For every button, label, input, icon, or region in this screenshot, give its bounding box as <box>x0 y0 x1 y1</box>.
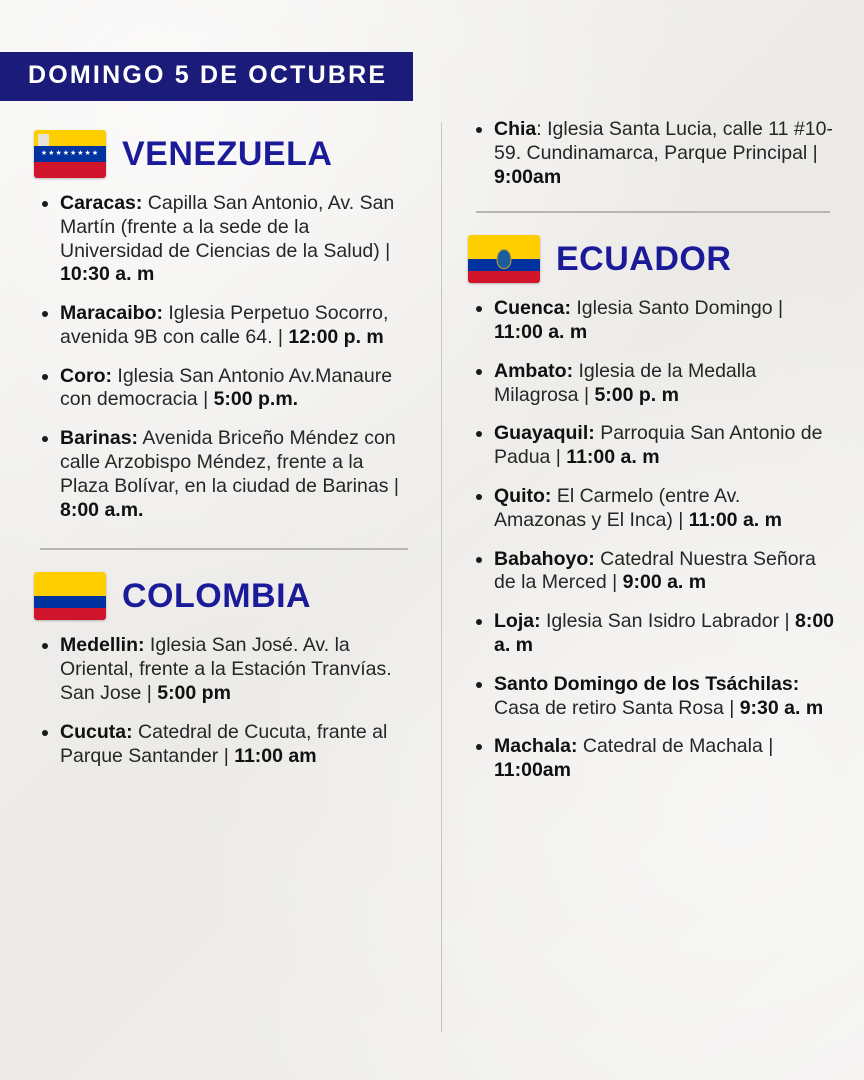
list-item <box>468 610 834 658</box>
country-name-colombia: COLOMBIA <box>122 577 312 616</box>
entry-detail: Iglesia de la Medalla Milagrosa | <box>494 359 757 406</box>
city-label: Coro: <box>60 364 112 387</box>
list-item <box>468 485 834 533</box>
country-header-colombia <box>34 572 414 620</box>
entry-list-colombia-continued <box>468 118 834 189</box>
entry-detail: : Iglesia Santa Lucia, calle 11 #10-59. Cundinamarca, Parque Principal | <box>494 118 833 164</box>
city-label: Cuenca: <box>494 297 571 320</box>
list-item <box>34 365 414 413</box>
entry-detail: Catedral de Machala | <box>577 735 774 758</box>
entry-time: 9:00am <box>494 165 562 188</box>
city-label: Chia <box>494 118 537 140</box>
list-item <box>34 192 414 287</box>
city-label: Cucuta: <box>60 720 133 743</box>
list-item <box>34 427 414 522</box>
entry-detail: Casa de retiro Santa Rosa | <box>494 696 740 719</box>
entry-time: 8:00 a. m <box>494 610 835 656</box>
entry-time: 9:00 a. m <box>622 571 707 594</box>
entry-time: 5:00 p. m <box>594 383 679 406</box>
entry-time: 5:00 p.m. <box>213 388 299 411</box>
entry-time: 9:30 a. m <box>739 696 824 719</box>
entry-time: 11:00 am <box>234 744 317 767</box>
city-label: Caracas: <box>60 192 143 214</box>
section-divider <box>40 548 408 550</box>
list-item <box>34 634 414 705</box>
entry-detail: El Carmelo (entre Av. Amazonas y El Inca) | <box>494 485 741 531</box>
country-name-ecuador: ECUADOR <box>556 240 732 279</box>
entry-detail: Capilla San Antonio, Av. San Martín (frente a la sede de la Universidad de Ciencias de la Salud) | <box>60 192 395 262</box>
content-columns <box>0 108 864 798</box>
entry-detail: Iglesia San Antonio Av.Manaure con democracia | <box>60 364 393 411</box>
entry-detail: Iglesia Perpetuo Socorro, avenida 9B con calle 64. | <box>60 302 389 348</box>
entry-detail: Iglesia San José. Av. la Oriental, frente a la Estación Tranvías. San Jose | <box>60 634 392 704</box>
entry-detail: Iglesia San Isidro Labrador | <box>540 610 795 633</box>
entry-time: 8:00 a.m. <box>60 498 144 521</box>
list-item <box>34 302 414 350</box>
city-label: Machala: <box>494 735 578 758</box>
list-item <box>468 422 834 470</box>
right-column <box>432 108 864 798</box>
entry-time: 11:00 a. m <box>494 321 588 344</box>
city-label: Guayaquil: <box>494 422 595 445</box>
entry-list-ecuador <box>468 297 834 783</box>
city-label: Quito: <box>494 485 552 508</box>
colombia-flag-icon <box>34 572 106 620</box>
city-label: Babahoyo: <box>494 547 595 570</box>
list-item <box>468 118 834 189</box>
ecuador-flag-icon <box>468 235 540 283</box>
entry-time: 11:00 a. m <box>688 508 782 531</box>
entry-detail: Catedral Nuestra Señora de la Merced | <box>494 547 816 594</box>
entry-detail: Iglesia Santo Domingo | <box>570 297 784 320</box>
entry-time: 12:00 p. m <box>288 325 384 348</box>
venezuela-flag-icon: ★★★★★★★★ <box>34 130 106 178</box>
city-label: Medellin: <box>60 634 145 657</box>
country-header-venezuela <box>34 130 414 178</box>
city-label: Barinas: <box>60 427 139 450</box>
country-name-venezuela: VENEZUELA <box>122 135 333 173</box>
left-column <box>0 108 432 798</box>
section-divider <box>476 211 830 213</box>
list-item <box>468 735 834 783</box>
entry-list-venezuela <box>34 192 414 522</box>
page-title: DOMINGO 5 DE OCTUBRE <box>0 52 413 101</box>
entry-time: 5:00 pm <box>157 681 231 704</box>
entry-detail: Catedral de Cucuta, frante al Parque Santander | <box>60 720 388 767</box>
city-label: Santo Domingo de los Tsáchilas: <box>494 672 800 695</box>
entry-time: 11:00 a. m <box>566 446 660 469</box>
country-header-ecuador <box>468 235 834 283</box>
entry-time: 11:00am <box>494 759 571 782</box>
entry-detail: Avenida Briceño Méndez con calle Arzobispo Méndez, frente a la Plaza Bolívar, en la ciudad de Barinas | <box>60 427 399 497</box>
city-label: Maracaibo: <box>60 302 163 325</box>
city-label: Loja: <box>494 610 541 633</box>
list-item <box>468 548 834 596</box>
entry-list-colombia <box>34 634 414 768</box>
city-label: Ambato: <box>494 359 574 382</box>
list-item <box>468 360 834 408</box>
entry-detail: Parroquia San Antonio de Padua | <box>494 422 823 469</box>
list-item <box>468 297 834 345</box>
list-item <box>34 721 414 769</box>
list-item <box>468 673 834 721</box>
entry-time: 10:30 a. m <box>60 263 155 286</box>
